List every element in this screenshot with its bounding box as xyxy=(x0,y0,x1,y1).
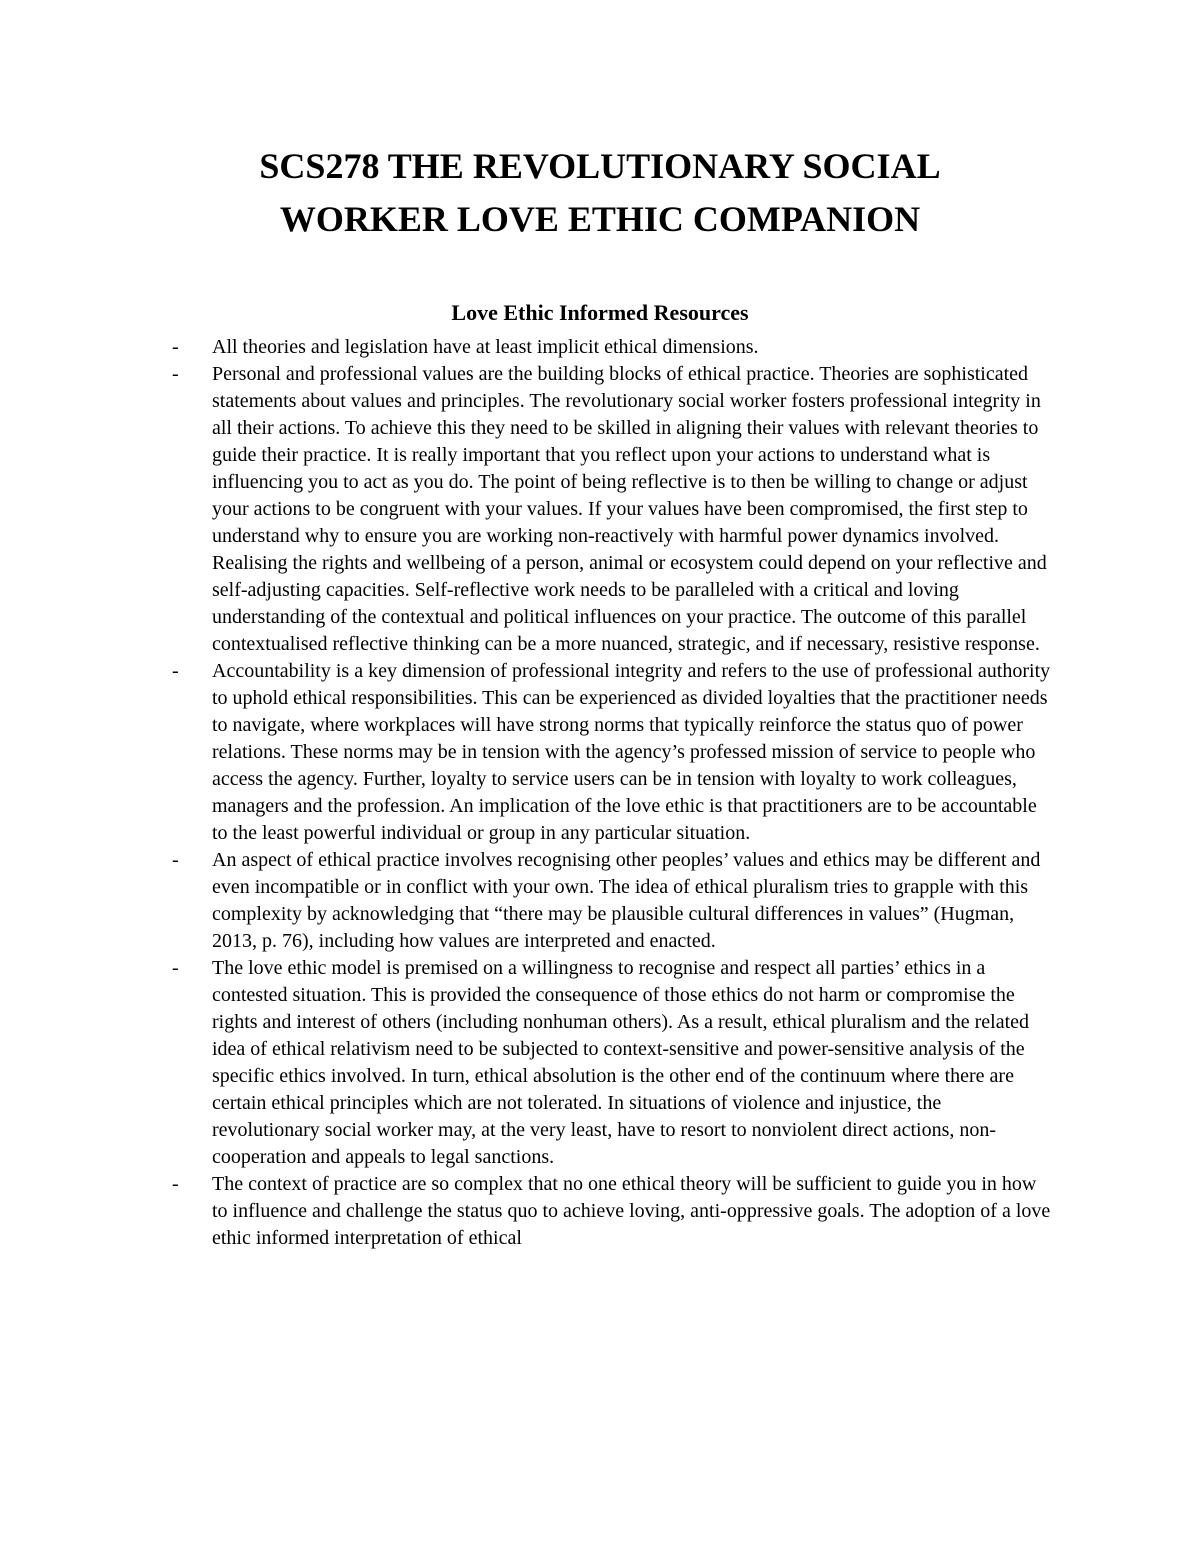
title-line-1: SCS278 THE REVOLUTIONARY SOCIAL xyxy=(259,146,941,186)
document-title xyxy=(150,140,1050,246)
bullet-item-6 xyxy=(172,1171,1052,1252)
bullet-item-5 xyxy=(172,955,1052,1171)
bullet-item-2 xyxy=(172,361,1052,658)
bullet-list xyxy=(172,334,1052,1252)
title-line-2: WORKER LOVE ETHIC COMPANION xyxy=(279,199,921,239)
bullet-item-4 xyxy=(172,847,1052,955)
bullet-item-3 xyxy=(172,658,1052,847)
section-heading: Love Ethic Informed Resources xyxy=(451,300,749,325)
bullet-marker: - xyxy=(172,660,179,682)
bullet-marker: - xyxy=(172,363,179,385)
bullet-item-1 xyxy=(172,334,1052,361)
bullet-text: An aspect of ethical practice involves recognising other peoples’ values and ethics may be different and even incompatible or in conflict with your own. The idea of ethical pluralism tries to grapple with this complexity by acknowledging that “there may be plausible cultural differences in values” (Hugman, 2013, p. 76), including how values are interpreted and enacted. xyxy=(212,849,1041,952)
bullet-marker: - xyxy=(172,336,179,358)
bullet-marker: - xyxy=(172,1173,179,1195)
bullet-marker: - xyxy=(172,849,179,871)
bullet-text: The context of practice are so complex that no one ethical theory will be sufficient to guide you in how to influence and challenge the status quo to achieve loving, anti-oppressive goals. The adoption of a love ethic informed interpretation of ethical xyxy=(212,1173,1051,1249)
bullet-marker: - xyxy=(172,957,179,979)
bullet-text: All theories and legislation have at least implicit ethical dimensions. xyxy=(212,336,759,358)
bullet-text: Personal and professional values are the building blocks of ethical practice. Theories are sophisticated statements about values and principles. The revolutionary social worker fosters professional integrity in all their actions. To achieve this they need to be skilled in aligning their values with relevant theories to guide their practice. It is really important that you reflect upon your actions to understand what is influencing you to act as you do. The point of being reflective is to then be willing to change or adjust your actions to be congruent with your values. If your values have been compromised, the first step to understand why to ensure you are working non-reactively with harmful power dynamics involved. Realising the rights and wellbeing of a person, animal or ecosystem could depend on your reflective and self-adjusting capacities. Self-reflective work needs to be paralleled with a critical and loving understanding of the contextual and political influences on your practice. The outcome of this parallel contextualised reflective thinking can be a more nuanced, strategic, and if necessary, resistive response. xyxy=(212,363,1047,655)
bullet-text: Accountability is a key dimension of professional integrity and refers to the use of professional authority to uphold ethical responsibilities. This can be experienced as divided loyalties that the practitioner needs to navigate, where workplaces will have strong norms that typically reinforce the status quo of power relations. These norms may be in tension with the agency’s professed mission of service to people who access the agency. Further, loyalty to service users can be in tension with loyalty to work colleagues, managers and the profession. An implication of the love ethic is that practitioners are to be accountable to the least powerful individual or group in any particular situation. xyxy=(212,660,1051,844)
bullet-text: The love ethic model is premised on a willingness to recognise and respect all parties’ ethics in a contested situation. This is provided the consequence of those ethics do not harm or compromise the rights and interest of others (including nonhuman others). As a result, ethical pluralism and the related idea of ethical relativism need to be subjected to context-sensitive and power-sensitive analysis of the specific ethics involved. In turn, ethical absolution is the other end of the continuum where there are certain ethical principles which are not tolerated. In situations of violence and injustice, the revolutionary social worker may, at the very least, have to resort to nonviolent direct actions, non-cooperation and appeals to legal sanctions. xyxy=(212,957,1030,1168)
